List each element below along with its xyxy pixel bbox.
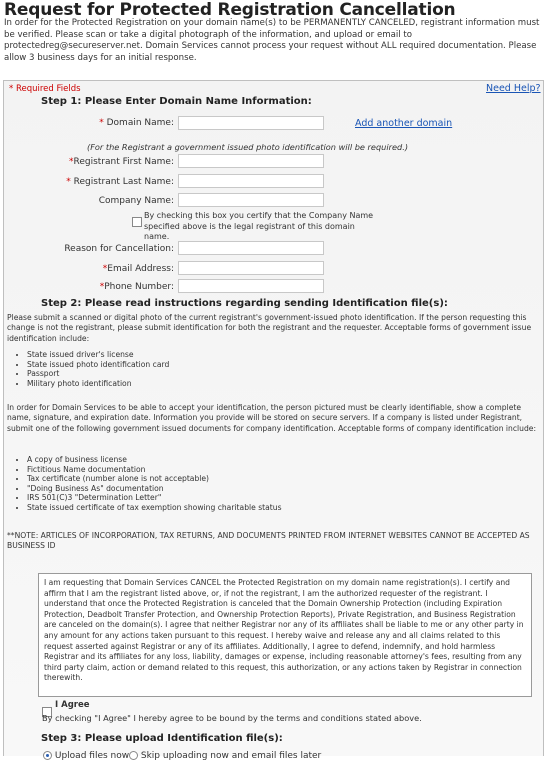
list-item: • State issued photo identification card (27, 360, 527, 370)
step2-paragraph-1: Please submit a scanned or digital photo of the current registrant's government-issued photo identification. If the person requesting this change is not the registrant, please submit identification for both the registrant and the requester. Acceptable forms of government issue identification include: (7, 313, 532, 343)
agreement-text: I am requesting that Domain Services CANCEL the Protected Registration on my domain name registration(s). I certify and affirm that I am the registrant listed above, or, if not the registrant, I am the authorized requester of the registrant. I understand that once the Protected Registration is canceled that the Domain Ownership Protection (including Expiration Protection, Deadbolt Transfer Protection, and Ownership Protection Reports), Private Registration, and Business Registration are canceled on the domain(s). I agree that neither Registrar nor any of its affiliates shall be liable to me or any other party in any amount for any actions taken pursuant to this request. I hereby waive and release any and all claims related to this request asserted against Registrar or any of its affiliates. Additionally, I agree to defend, indemnify, and hold harmless Registrar and its affiliates for any loss, liability, damages or expense, including reasonable attorney's fees, resulting from any third party claim, action or demand related to this request, this authorization, or any actions taken by Registrar in connection therewith. (44, 578, 524, 683)
company-name-label: Company Name: (98, 196, 174, 206)
upload-now-option[interactable] (43, 751, 129, 761)
step3-title: Step 3: Please upload Identification file(s): (41, 733, 283, 744)
reason-input[interactable] (178, 241, 324, 255)
page-title: Request for Protected Registration Cancellation (4, 0, 456, 20)
step1-title: Step 1: Please Enter Domain Name Information: (41, 96, 312, 107)
company-id-list (7, 455, 527, 513)
last-name-label: * Registrant Last Name: (66, 177, 174, 187)
list-item: • A copy of business license (27, 455, 527, 465)
upload-now-label: Upload files now (54, 751, 130, 761)
required-fields-note: * Required Fields (9, 84, 81, 94)
step2-paragraph-2: In order for Domain Services to be able to accept your identification, the person pictured must be clearly identifiable, show a complete name, signature, and expiration date. Information you provide will be stored on secure servers. If a company is listed under Registrant, submit one of the following government issued documents for company identification. Acceptable forms of company identification include: (7, 403, 536, 433)
agree-note: By checking "I Agree" I hereby agree to be bound by the terms and conditions stated above. (42, 713, 422, 723)
list-item: • State issued certificate of tax exemption showing charitable status (27, 503, 527, 513)
company-certify-checkbox[interactable] (132, 211, 142, 230)
company-certify-text: By checking this box you certify that the Company Name specified above is the legal registrant of this domain name. (144, 211, 374, 241)
list-item: • Tax certificate (number alone is not acceptable) (27, 474, 527, 484)
phone-input[interactable] (178, 279, 324, 293)
phone-label: *Phone Number: (99, 282, 174, 292)
list-item: • Fictitious Name documentation (27, 465, 527, 475)
step2-title: Step 2: Please read instructions regarding sending Identification file(s): (41, 298, 448, 309)
email-input[interactable] (178, 261, 324, 275)
skip-upload-option[interactable] (129, 751, 321, 761)
first-name-label: *Registrant First Name: (68, 157, 174, 167)
photo-id-note: (For the Registrant a government issued photo identification will be required.) (87, 142, 409, 152)
agreement-textbox[interactable] (38, 573, 532, 697)
company-name-input[interactable] (178, 193, 324, 207)
business-id-note: **NOTE: ARTICLES OF INCORPORATION, TAX RETURNS, AND DOCUMENTS PRINTED FROM INTERNET WEBSITES CANNOT BE ACCEPTED AS BUSINESS ID (7, 531, 530, 551)
i-agree-label: I Agree (55, 700, 90, 710)
form-panel (3, 80, 544, 761)
skip-upload-label: Skip uploading now and email files later (140, 751, 322, 761)
list-item: • Passport (27, 369, 527, 379)
list-item: • IRS 501(C)3 "Determination Letter" (27, 493, 527, 503)
intro-text: In order for the Protected Registration on your domain name(s) to be PERMANENTLY CANCELED, registrant information must be verified. Please scan or take a digital photograph of the information, and upload or email to protectedreg@secureserver.net. Domain Services cannot process your request without ALL required documentation. Please allow 3 business days for an initial response. (4, 18, 540, 63)
gov-id-list (7, 350, 527, 388)
first-name-input[interactable] (178, 154, 324, 168)
list-item: • Military photo identification (27, 379, 527, 389)
domain-name-input[interactable] (178, 116, 324, 130)
email-label: *Email Address: (102, 264, 174, 274)
add-another-domain-link[interactable]: Add another domain (355, 118, 453, 129)
domain-name-label: * Domain Name: (99, 118, 174, 128)
last-name-input[interactable] (178, 174, 324, 188)
need-help-link[interactable]: Need Help? (486, 83, 541, 94)
list-item: • "Doing Business As" documentation (27, 484, 527, 494)
list-item: • State issued driver's license (27, 350, 527, 360)
reason-label: Reason for Cancellation: (64, 244, 174, 254)
